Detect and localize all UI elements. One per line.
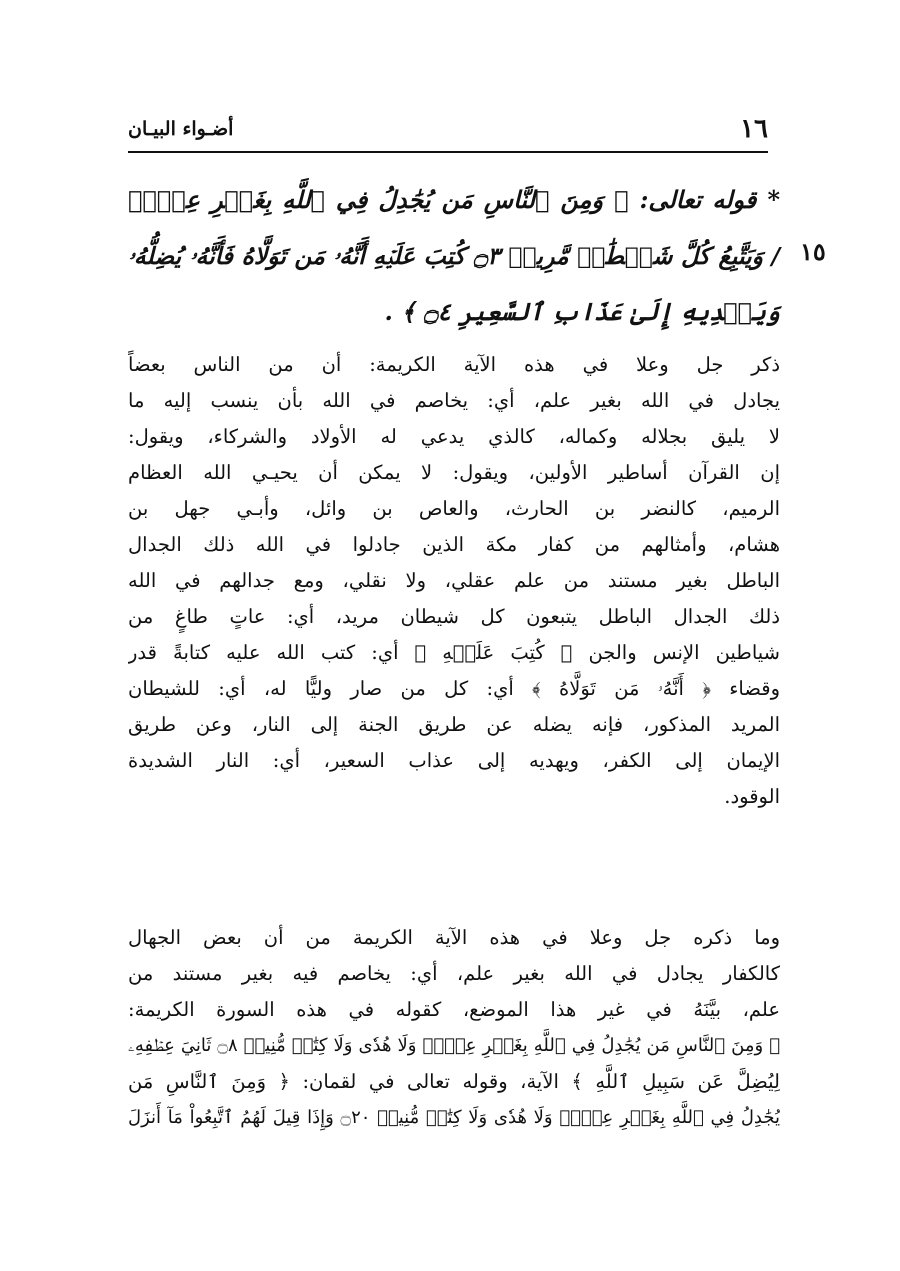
text-line: وقضاء ﴿ أَنَّهُۥ مَن تَوَلَّاهُ ﴾ أي: كل من صار وليًّا له، أي: للشيطان [128, 677, 780, 700]
text-line: المريد المذكور، فإنه يضله عن طريق الجنة إلى النار، وعن طريق [128, 713, 780, 736]
page-header [128, 112, 768, 152]
verse-line: وَيَهۡدِيهِ إِلَىٰ عَذَابِ ٱلسَّعِيرِ ۝٤ ﴾ . [384, 297, 780, 326]
page-number: ١٦ [740, 114, 768, 144]
text-line: علم، بيَّنَهُ في غير هذا الموضع، كقوله في هذه السورة الكريمة: [128, 998, 780, 1021]
text-line: شياطين الإنس والجن ﴿ كُتِبَ عَلَيۡهِ ﴾ أي: كتب الله عليه كتابةً قدر [128, 641, 780, 664]
verse-line: / وَيَتَّبِعُ كُلَّ شَيۡطَٰنٖ مَّرِيدٖ ۝٣ كُتِبَ عَلَيۡهِ أَنَّهُۥ مَن تَوَلَّاهُ فَأَنَّهُۥ يُضِلُّهُۥ [128, 242, 781, 270]
text-line: الوقود. [724, 785, 780, 808]
text-line: هشام، وأمثالهم من كفار مكة الذين جادلوا في الله ذلك الجدال [128, 533, 780, 556]
line-number-marker: ١٥ [800, 237, 826, 266]
commentary-paragraph-1 [128, 347, 780, 815]
commentary-paragraph-2 [128, 920, 780, 1136]
text-line: الباطل بغير مستند من علم عقلي، ولا نقلي، ومع جدالهم في الله [128, 569, 780, 592]
text-line: يجادل في الله بغير علم، أي: يخاصم في الله بأن ينسب إليه ما [128, 389, 780, 412]
text-line: كالكفار يجادل في الله بغير علم، أي: يخاصم فيه بغير مستند من [128, 962, 780, 985]
text-line: ذكر جل وعلا في هذه الآية الكريمة: أن من الناس بعضاً [128, 353, 780, 376]
text-line: لا يليق بجلاله وكماله، كالذي يدعي له الأولاد والشركاء، ويقول: [128, 425, 780, 448]
text-line: ذلك الجدال الباطل يتبعون كل شيطان مريد، أي: عاتٍ طاغٍ من [128, 605, 780, 628]
text-line: الإيمان إلى الكفر، ويهديه إلى عذاب السعير، أي: النار الشديدة [128, 749, 780, 772]
text-line: الرميم، كالنضر بن الحارث، والعاص بن وائل، وأبـي جهل بن [128, 497, 780, 520]
running-title: أضـواء البيـان [128, 118, 234, 140]
text-line: ﴿ وَمِنَ ٱلنَّاسِ مَن يُجَٰدِلُ فِي ٱللَّهِ بِغَيۡرِ عِلۡمٖ وَلَا هُدٗى وَلَا كِتَٰبٖ مُّنِيرٖ ۝٨ ثَانِيَ عِطۡفِهِۦ [128, 1035, 780, 1056]
text-line: لِيُضِلَّ عَن سَبِيلِ ٱللَّهِ ﴾ الآية، وقوله تعالى في لقمان: ﴿ وَمِنَ ٱلنَّاسِ مَن [128, 1070, 780, 1093]
verse-line: * قوله تعالى: ﴿ وَمِنَ ٱلنَّاسِ مَن يُجَٰدِلُ فِي ٱللَّهِ بِغَيۡرِ عِلۡمٖ [128, 185, 780, 214]
text-line: وما ذكره جل وعلا في هذه الآية الكريمة من أن بعض الجهال [128, 926, 780, 949]
verse-block [128, 172, 780, 340]
text-line: إن القرآن أساطير الأولين، ويقول: لا يمكن أن يحيـي الله العظام [128, 461, 780, 484]
header-rule [128, 151, 768, 153]
text-line: يُجَٰدِلُ فِي ٱللَّهِ بِغَيۡرِ عِلۡمٖ وَلَا هُدٗى وَلَا كِتَٰبٖ مُّنِيرٖ ۝٢٠ وَإِذَا قِيلَ لَهُمُ ٱتَّبِعُواْ مَآ أَنزَلَ [128, 1107, 780, 1128]
